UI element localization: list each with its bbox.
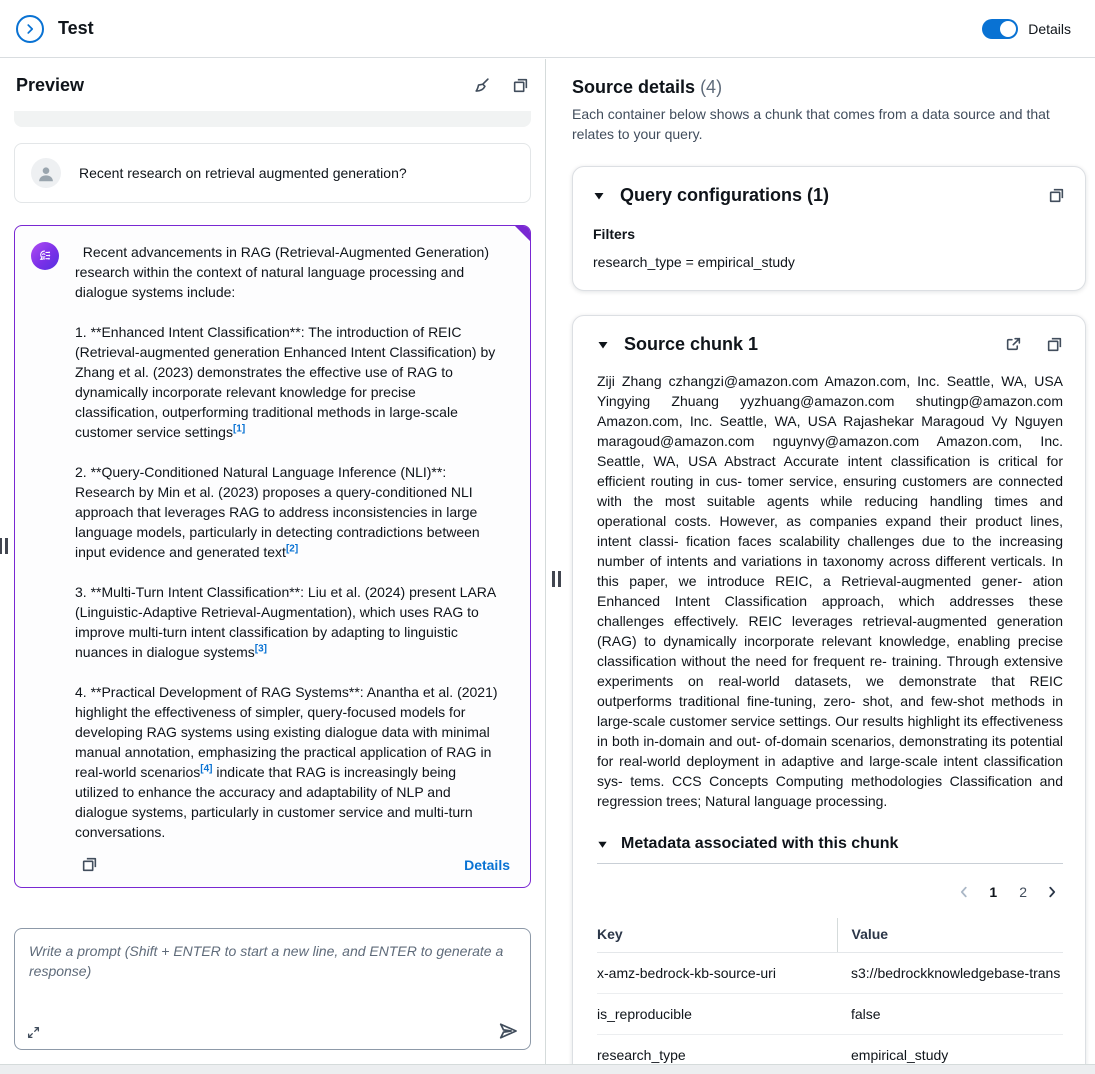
page-title: Test: [58, 18, 94, 38]
metadata-pagination: [597, 880, 1063, 904]
clear-conversation-button[interactable]: [473, 77, 490, 94]
assistant-paragraph: 4. **Practical Development of RAG Systems**: Anantha et al. (2021) highlight the effectiveness of simpler, query-focused models for developing RAG systems using existing dialogue data with minimal manual annotation, emphasizing the practical application of RAG in real-world scenarios[4] indicate that RAG is increasingly being utilized to enhance the accuracy and adaptability of NLP and dialogue systems, particularly in customer service and multi-turn conversations.: [75, 684, 502, 840]
panel-divider: [546, 59, 566, 1064]
details-toggle[interactable]: [982, 19, 1018, 39]
copy-chunk-button[interactable]: [1046, 336, 1063, 353]
chevron-right-icon: [1045, 885, 1059, 899]
citation-marker[interactable]: [3]: [254, 643, 268, 655]
table-cell: empirical_study: [851, 1047, 949, 1063]
table-row: [597, 994, 1063, 1035]
chevron-left-icon: [957, 885, 971, 899]
pagination-pages: [981, 880, 1035, 904]
caret-down-icon: [597, 839, 608, 850]
chevron-right-icon: [23, 22, 37, 36]
metadata-col-value: Value: [837, 918, 1063, 953]
pagination-prev-button[interactable]: [953, 881, 975, 903]
user-message: [14, 143, 531, 203]
message-list: [0, 111, 545, 916]
copy-icon: [512, 77, 529, 94]
ai-avatar-icon: [31, 242, 59, 270]
filter-expression: research_type = empirical_study: [593, 254, 795, 270]
citation-marker[interactable]: [1]: [232, 423, 246, 435]
send-icon: [498, 1021, 518, 1041]
top-bar: [0, 0, 1095, 58]
collapse-metadata-button[interactable]: [597, 839, 608, 850]
table-row: [597, 953, 1063, 994]
prompt-input-container: [14, 928, 531, 1050]
broom-icon: [473, 77, 490, 94]
source-chunk-card: [572, 315, 1086, 1064]
table-cell: x-amz-bedrock-kb-source-uri: [597, 953, 837, 994]
details-toggle-label: Details: [1028, 20, 1071, 37]
copy-conversation-button[interactable]: [512, 77, 529, 94]
table-cell: s3://bedrockknowledgebase-trans: [837, 953, 1063, 994]
metadata-table-body: [597, 953, 1063, 1065]
filters-label: Filters: [593, 226, 636, 242]
copy-query-config-button[interactable]: [1048, 187, 1065, 204]
send-prompt-button[interactable]: [498, 1021, 518, 1041]
user-message-text: Recent research on retrieval augmented generation?: [79, 165, 407, 181]
table-row: [597, 1035, 1063, 1065]
table-cell: false: [837, 994, 1063, 1035]
assistant-paragraph: Recent advancements in RAG (Retrieval-Augmented Generation) research within the context of natural language processing and dialogue systems include:: [75, 244, 493, 300]
source-details-description: Each container below shows a chunk that comes from a data source and that relates to your query.: [572, 106, 1050, 142]
citation-marker[interactable]: [4]: [200, 763, 213, 775]
resize-diagonal-icon: [27, 1026, 40, 1039]
source-details-title: Source details (4): [572, 77, 723, 97]
query-configurations-title: Query configurations (1): [620, 185, 830, 205]
bottom-scrollbar-track[interactable]: [0, 1064, 1095, 1074]
collapse-chunk-button[interactable]: [597, 339, 609, 351]
panel-resize-handle[interactable]: [552, 571, 561, 587]
metadata-table: [597, 918, 1063, 1064]
copy-icon: [81, 856, 98, 873]
assistant-paragraph: 3. **Multi-Turn Intent Classification**: Liu et al. (2024) present LARA (Linguistic-Adaptive Retrieval-Augmentation), which uses RAG to improve multi-turn intent classification by adapting to linguistic nuances in dialogue systems[3]: [75, 584, 500, 660]
caret-down-icon: [593, 190, 605, 202]
preview-panel: [0, 59, 546, 1064]
collapse-panel-button[interactable]: [16, 15, 44, 43]
citation-marker[interactable]: [2]: [285, 543, 299, 555]
assistant-message: [14, 225, 531, 888]
source-chunk-title: Source chunk 1: [624, 334, 759, 354]
source-details-panel: [566, 59, 1095, 1064]
assistant-paragraphs: [75, 242, 514, 842]
chunk-text: Ziji Zhang czhangzi@amazon.com Amazon.com, Inc. Seattle, WA, USA Yingying Zhuang yyzhuang@amazon.com shutingp@amazon.com Amazon.com, Inc. Seattle, WA, USA Rajashekar Maragoud Vy Nguyen maragoud@amazon.com nguynvy@amazon.com Amazon.com, Inc. Seattle, WA, USA Abstract Accurate intent classification is critical for efficient routing in cus- tomer service, ensuring customers are connected with the most suitable agents while reducing handling times and operational costs. However, as companies expand their product lines, intent classi- fication faces scalability challenges due to the increasing number of intents and variations in taxonomy across different verticals. In this paper, we introduce REIC, a Retrieval-augmented gener- ation Enhanced Intent Classification approach, which addresses these challenges effectively. REIC leverages retrieval-augmented generation (RAG) to dynamically incorporate relevant knowledge, enabling precise classification without the need for frequent re- training. Through extensive experiments on real-world datasets, we demonstrate that REIC outperforms traditional fine-tuning, zero- shot, and few-shot methods in large-scale customer service settings. Our results highlight its effectiveness in both in-domain and out- of-domain scenarios, demonstrating its potential for real-world deployment in adaptive and large-scale intent classification sys- tems. CCS Concepts Computing methodologies Classification and regression trees; Natural language processing.: [597, 373, 1063, 809]
prompt-input[interactable]: [15, 929, 530, 1015]
table-cell: research_type: [597, 1047, 686, 1063]
scrolled-message-remnant: [14, 111, 531, 127]
pagination-page-1[interactable]: 1: [981, 880, 1005, 904]
expand-input-button[interactable]: [27, 1026, 40, 1039]
user-avatar-icon: [31, 158, 61, 188]
copy-icon: [1046, 336, 1063, 353]
table-cell: is_reproducible: [597, 994, 837, 1035]
copy-icon: [1048, 187, 1065, 204]
query-configurations-card: [572, 166, 1086, 291]
copy-response-button[interactable]: [81, 856, 98, 873]
metadata-title: Metadata associated with this chunk: [621, 835, 899, 852]
source-details-count: (4): [700, 77, 723, 97]
open-source-document-button[interactable]: [1005, 336, 1022, 353]
left-resize-handle[interactable]: [0, 538, 8, 554]
assistant-paragraph: 1. **Enhanced Intent Classification**: The introduction of REIC (Retrieval-augmented generation Enhanced Intent Classification) by Zhang et al. (2023) demonstrates the effective use of RAG to dynamically incorporate relevant knowledge for precise classification, outperforming traditional methods in large-scale customer service settings[1]: [75, 324, 500, 440]
metadata-col-key: Key: [597, 918, 837, 953]
pagination-page-2[interactable]: 2: [1011, 880, 1035, 904]
preview-title: Preview: [16, 74, 85, 95]
pagination-next-button[interactable]: [1041, 881, 1063, 903]
caret-down-icon: [597, 339, 609, 351]
toggle-knob: [1000, 21, 1016, 37]
details-link[interactable]: Details: [464, 856, 510, 873]
ai-corner-fold: [515, 226, 530, 241]
external-link-icon: [1005, 336, 1022, 353]
collapse-section-button[interactable]: [593, 190, 605, 202]
assistant-paragraph: 2. **Query-Conditioned Natural Language Inference (NLI)**: Research by Min et al. (2023) proposes a query-conditioned NLI approach that leverages RAG to address inconsistencies in large language models, particularly in detecting contradictions between input evidence and generated text[2]: [75, 464, 484, 560]
